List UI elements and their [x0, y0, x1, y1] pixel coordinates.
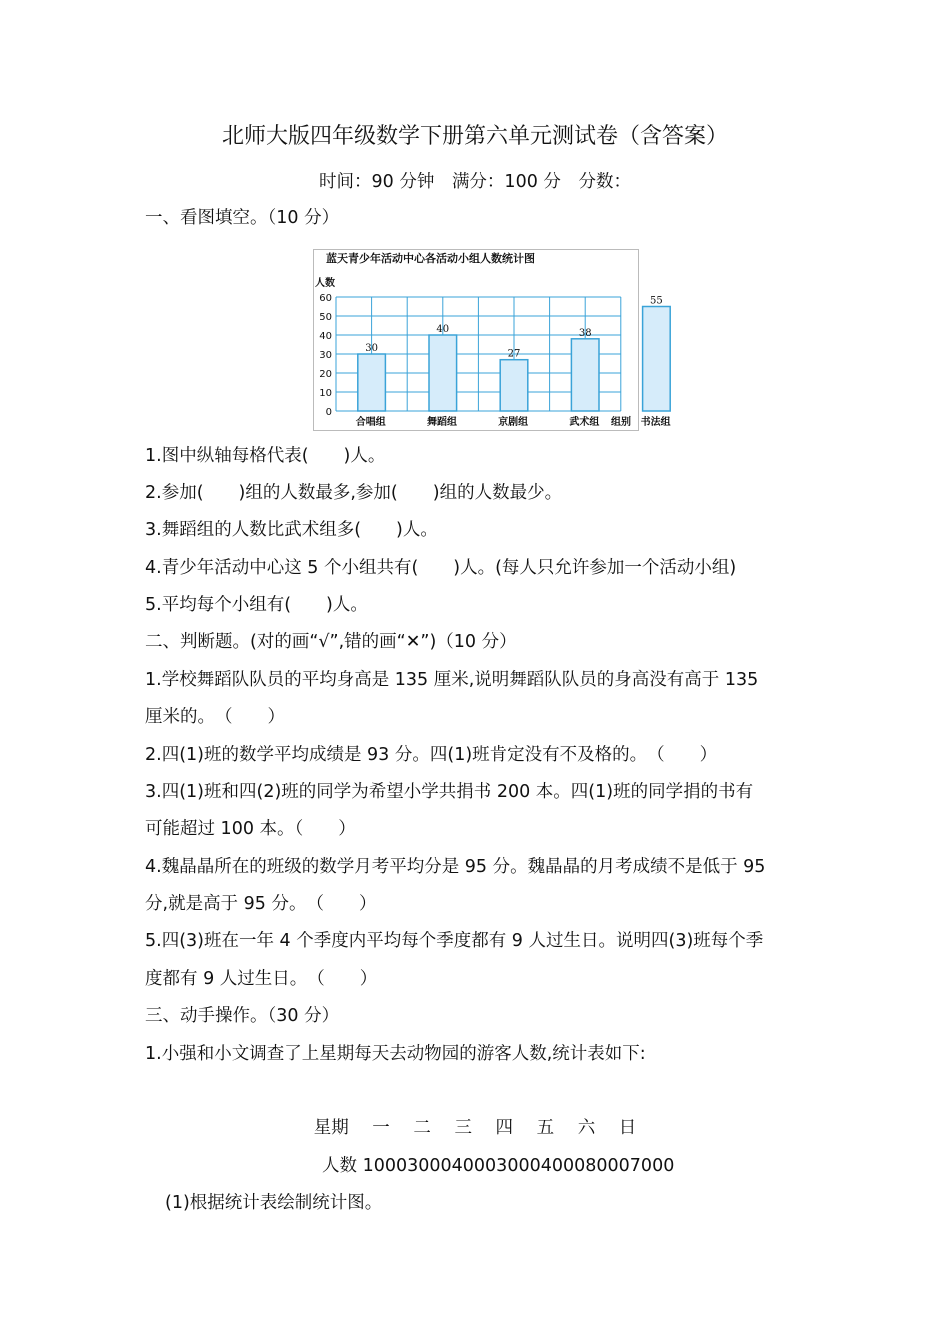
bar	[500, 360, 528, 411]
full-score: 满分：100 分	[451, 172, 561, 192]
s2-line: 4.魏晶晶所在的班级的数学月考平均分是 95 分。魏晶晶的月考成绩不是低于 95	[145, 857, 766, 877]
y-tick-label: 0	[325, 407, 332, 418]
x-tick-label: 书法组	[640, 417, 671, 428]
bar-value-label: 40	[436, 324, 450, 335]
x-tick-label: 舞蹈组	[427, 417, 457, 428]
table-day: 日	[618, 1118, 637, 1138]
table-day: 三	[454, 1118, 472, 1138]
exam-meta	[0, 170, 950, 194]
bar-value-label: 30	[365, 343, 378, 354]
s2-line: 度都有 9 人过生日。 （ ）	[145, 969, 378, 989]
section1-heading: 一、看图填空。（10 分）	[145, 208, 340, 228]
stats-table-header-row	[0, 1116, 950, 1140]
page-title: 北师大版四年级数学下册第六单元测试卷（含答案）	[221, 124, 728, 149]
s2-line: 厘米的。 （ ）	[145, 707, 285, 727]
s3-question-1: 1.小强和小文调查了上星期每天去动物园的游客人数,统计表如下:	[145, 1044, 646, 1064]
stats-table-value-row	[322, 1154, 674, 1178]
table-day: 一	[372, 1118, 390, 1138]
s2-line: 5.四(3)班在一年 4 个季度内平均每个季度都有 9 人过生日。说明四(3)班每个季	[145, 931, 764, 951]
bar-value-label: 55	[650, 295, 663, 307]
y-axis-label: 人数	[315, 278, 335, 289]
bar-value-label: 27	[507, 348, 521, 360]
table-day: 四	[495, 1118, 514, 1138]
y-tick-label: 30	[319, 350, 332, 361]
s1-question-3: 3.舞蹈组的人数比武术组多( )人。	[145, 520, 438, 540]
section3-heading: 三、动手操作。（30 分）	[145, 1006, 340, 1026]
s1-question-1: 1.图中纵轴每格代表( )人。	[145, 446, 386, 466]
table-day: 五	[536, 1118, 555, 1138]
s2-line: 可能超过 100 本。（ ）	[145, 819, 356, 839]
table-day: 六	[577, 1118, 596, 1138]
y-tick-label: 10	[319, 388, 332, 399]
x-tick-label: 合唱组	[355, 417, 386, 428]
bar	[643, 307, 671, 412]
bar	[571, 339, 599, 411]
section2-heading: 二、判断题。(对的画“√”,错的画“✕”)（10 分）	[145, 632, 517, 652]
table-day: 二	[413, 1118, 431, 1138]
table-values: 1000300040003000400080007000	[362, 1156, 675, 1176]
y-tick-label: 20	[319, 369, 332, 380]
bar	[358, 354, 386, 411]
y-tick-label: 60	[319, 293, 332, 304]
bar-value-label: 38	[578, 327, 592, 339]
s2-line: 分,就是高于 95 分。 （ ）	[145, 894, 377, 914]
s2-line: 3.四(1)班和四(2)班的同学为希望小学共捐书 200 本。四(1)班的同学捐的书有	[145, 782, 754, 802]
x-tick-label: 京剧组	[498, 417, 529, 428]
s1-question-5: 5.平均每个小组有( )人。	[145, 595, 368, 615]
chart-title: 蓝天青少年活动中心各活动小组人数统计图	[326, 252, 535, 265]
time-limit: 时间：90 分钟	[319, 172, 435, 192]
s1-question-2: 2.参加( )组的人数最多,参加( )组的人数最少。	[145, 483, 563, 503]
s2-line: 1.学校舞蹈队队员的平均身高是 135 厘米,说明舞蹈队队员的身高没有高于 135	[145, 670, 759, 690]
table-row-label: 人数	[322, 1156, 357, 1176]
table-header-label: 星期	[313, 1118, 349, 1138]
x-tick-label: 武术组	[569, 417, 600, 428]
bar-chart	[313, 249, 671, 431]
score-field: 分数：	[578, 172, 631, 192]
bar-chart-svg	[314, 250, 671, 430]
bar	[429, 335, 457, 411]
s3-sub-question-1: (1)根据统计表绘制统计图。	[165, 1193, 383, 1213]
y-tick-label: 50	[319, 312, 332, 323]
y-tick-label: 40	[319, 331, 332, 342]
s1-question-4: 4.青少年活动中心这 5 个小组共有( )人。(每人只允许参加一个活动小组)	[145, 558, 737, 578]
s2-line: 2.四(1)班的数学平均成绩是 93 分。四(1)班肯定没有不及格的。 （ ）	[145, 745, 718, 765]
x-axis-label: 组别	[611, 417, 631, 428]
